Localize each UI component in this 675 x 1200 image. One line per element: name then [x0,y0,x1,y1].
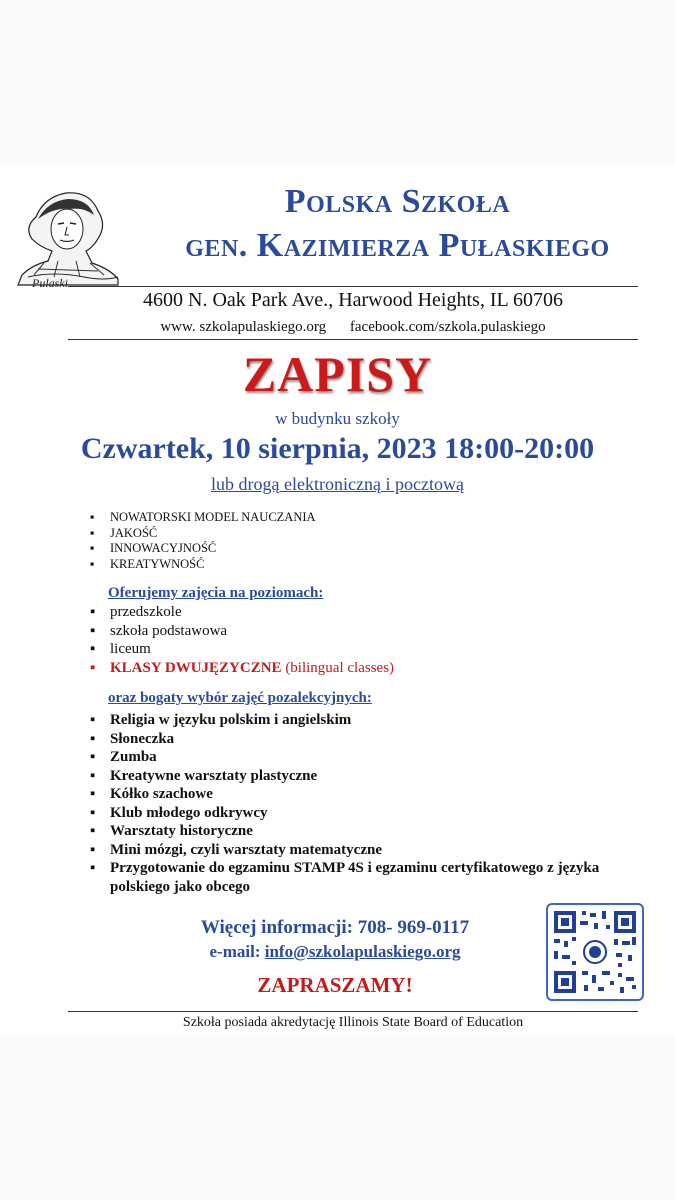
levels-list [90,603,394,677]
list-item: ▪ Klub młodego odkrywcy [90,804,268,821]
more-info-line: Więcej informacji: 708- 969-0117 [200,917,470,938]
registration-location: w budynku szkoły [275,409,400,428]
list-item: ▪ Kreatywne warsztaty plastyczne [90,767,318,784]
list-item: ▪ JAKOŚĆ [90,525,158,540]
list-item: ▪ Kółko szachowe [90,786,213,802]
list-item: ▪ KREATYWNOŚĆ [90,556,205,571]
features-list [90,510,316,572]
accreditation-note: Szkoła posiada akredytację Illinois State Board of Education [182,1015,524,1030]
list-item: ▪ szkoła podstawowa [90,622,228,639]
list-item: ▪ przedszkole [90,604,182,620]
divider-bottom [68,1011,638,1012]
list-item: ▪ Przygotowanie do egzaminu STAMP 4S i egzaminu certyfikatowego z języka polskiego jako obcego [90,860,600,895]
facebook-link[interactable]: facebook.com/szkola.pulaskiego [349,319,546,335]
list-item: ▪ Mini mózgi, czyli warsztaty matematyczne [90,841,382,858]
extracurricular-heading: oraz bogaty wybór zajęć pozalekcyjnych: [108,690,372,706]
list-item: ▪ liceum [90,641,151,657]
portrait-signature: Pulaski [32,276,68,289]
invite-text: ZAPRASZAMY! [257,973,413,997]
list-item: ▪ INNOWACYJNOŚĆ [90,541,217,555]
email-link[interactable]: info@szkolapulaskiego.org [264,942,461,961]
list-item: ▪ Warsztaty historyczne [90,823,253,839]
list-item: ▪ NOWATORSKI MODEL NAUCZANIA [90,510,316,524]
levels-heading: Oferujemy zajęcia na poziomach: [108,585,324,601]
address: 4600 N. Oak Park Ave., Harwood Heights, IL 60706 [143,289,563,311]
qr-code-image[interactable] [546,903,644,1001]
email-line: e-mail: info@szkolapulaskiego.org [209,942,461,961]
list-item-bilingual: ▪ KLASY DWUJĘZYCZNE (bilingual classes) [90,659,395,676]
website-link[interactable]: www. szkolapulaskiego.org [160,319,327,335]
pulaski-portrait-image [14,177,122,289]
divider-top [68,286,638,287]
registration-alternative: lub drogą elektroniczną i pocztową [211,474,464,494]
list-item: ▪ Słoneczka [90,730,175,747]
school-name-line2: gen. Kazimierza Pułaskiego [185,227,610,264]
extracurricular-list [90,711,630,896]
registration-date: Czwartek, 10 sierpnia, 2023 18:00-20:00 [80,432,595,465]
list-item: ▪ Zumba [90,749,157,765]
list-item: ▪ Religia w języku polskim i angielskim [90,712,352,728]
divider-mid [68,339,638,340]
school-name-line1: Polska Szkoła [284,183,511,220]
flyer [0,165,675,1035]
phone-number[interactable]: 708- 969-0117 [357,917,470,938]
registration-headline: ZAPISY [242,346,433,402]
links-row [68,319,638,336]
